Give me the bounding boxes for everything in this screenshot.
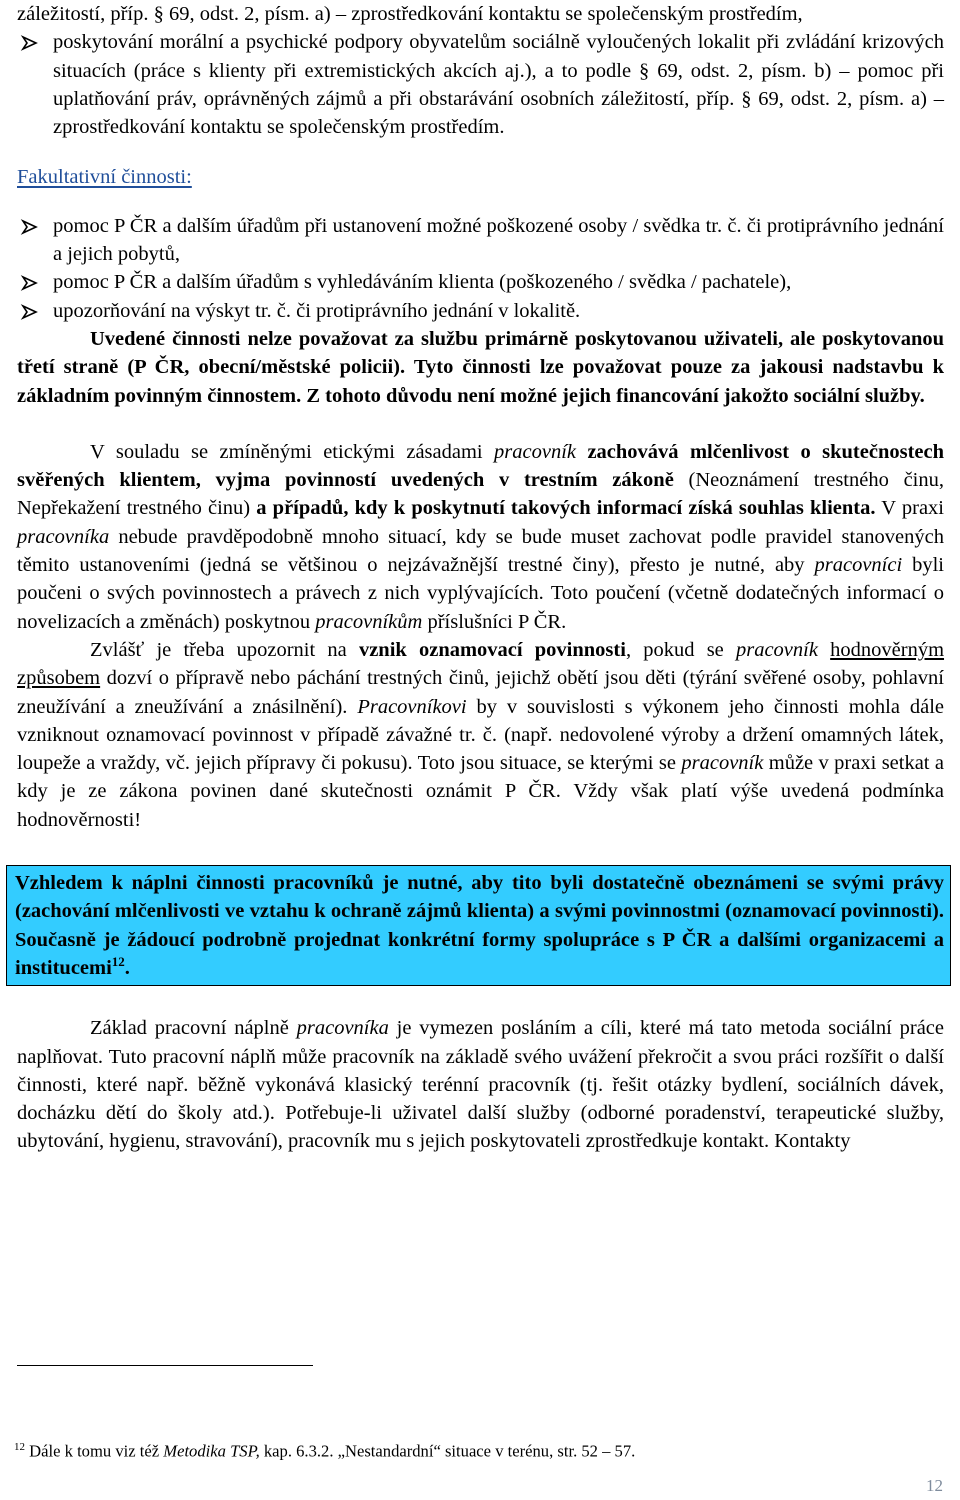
bullet-text: upozorňování na výskyt tr. č. či protiprávního jednání v lokalitě. xyxy=(53,299,581,322)
bold-note-paragraph: Uvedené činnosti nelze považovat za službu primárně poskytovanou uživateli, ale poskytovanou třetí straně (P ČR, obecní/městské policii). Tyto činnosti lze považovat pouze za jakousi nadstavbu k základním povinným činnostem. Z tohoto důvodu není možné jejich financování jakožto sociální služby. xyxy=(17,327,944,407)
basis-paragraph: Základ pracovní náplně pracovníka je vymezen posláním a cíli, které má tato metoda sociální práce naplňovat. Tuto pracovní náplň může pracovník na základě svého uvážení překročit a svou práci rozšířit o další činnosti, které např. běžně vykonává klasický terénní pracovník (tj. řešit otázky bydlení, sociálních dávek, docházku dětí do školy atd.). Potřebuje-li uživatel další služby (odborné poradenství, terapeutické služby, ubytování, hygienu, stravování), pracovník mu s jejich poskytovateli zprostředkuje kontakt. Kontakty xyxy=(17,1017,945,1153)
bullet-text: pomoc P ČR a dalším úřadům při ustanovení možné poškozené osoby / svědka tr. č. či protiprávního jednání a jejich pobytů, xyxy=(53,214,944,266)
continuation-line: záležitostí, příp. § 69, odst. 2, písm. a) – zprostředkování kontaktu se společenským prostředím, xyxy=(17,3,803,25)
bullet-notify-crime xyxy=(17,297,944,325)
footnote-reference[interactable]: 12 xyxy=(111,954,125,970)
confidentiality-paragraph: V souladu se zmíněnými etickými zásadami pracovník zachovává mlčenlivost o skutečnostech svěřených klientem, vyjma povinností uvedených v trestním zákoně (Neoznámení trestného činu, Nepřekažení trestného činu) a případů, kdy k poskytnutí takových informací získá souhlas klienta. V praxi pracovníka nebude pravděpodobně mnoho situací, kdy se bude muset zachovat podle pravidel stanovených těmito ustanoveními (jedná se většinou o nejzávažnější trestné činy), přesto je nutné, aby pracovníci byli poučeni o svých povinnostech a právech z nich vyplývajících. Toto poučení (včetně dodatečných informací o novelizacích a změnách) poskytnou pracovníkům příslušníci P ČR. xyxy=(17,440,944,633)
bullet-text: poskytování morální a psychické podpory obyvatelům sociálně vyloučených lokalit při zvládání krizových situacích (práce s klienty při extremistických akcích aj.), a to podle § 69, odst. 2, písm. b) – pomoc při uplatňování práv, oprávněných zájmů a při obstarávání osobních záležitostí, příp. § 69, odst. 2, písm. a) – zprostředkování kontaktu se společenským prostředím. xyxy=(53,31,944,139)
bullet-text: pomoc P ČR a dalším úřadům s vyhledáváním klienta (poškozeného / svědka / pachatele), xyxy=(53,271,792,294)
footnote-separator xyxy=(17,1365,313,1366)
bullet-police-witness xyxy=(17,212,944,269)
document-page xyxy=(17,0,944,1156)
bullet-psychological-support xyxy=(17,28,944,141)
highlight-callout-box: Vzhledem k náplni činnosti pracovníků je nutné, aby tito byli dostatečně obeznámeni se svými právy (zachování mlčenlivosti ve vztahu k ochraně zájmů klienta) a svými povinnostmi (oznamovací povinnosti). Současně je žádoucí podrobně projednat konkrétní formy spolupráce s P ČR a dalšími organizacemi a institucemi$^{12}$. xyxy=(6,865,951,986)
reporting-paragraph: Zvlášť je třeba upozornit na vznik oznamovací povinnosti, pokud se pracovník hodnověrným způsobem dozví o přípravě nebo páchání trestných činů, jejichž obětí jsou děti (týrání svěřené osoby, pohlavní zneužívání a zneužívání a znásilnění). Pracovníkovi by v souvislosti s výkonem jeho činnosti mohla dále vzniknout oznamovací povinnost v případě závažné tr. č. (např. nedovolené výroby a držení omamných látek, loupeže a vraždy, vč. jejich přípravy či pokusu). Toto jsou situace, se kterými se pracovník může v praxi setkat a kdy je ze zákona povinen dané skutečnosti oznámit P ČR. Vždy však platí výše uvedená podmínka hodnověrnosti! xyxy=(17,638,945,831)
bullet-police-search xyxy=(17,268,944,296)
footnote: $^{12}$ Dále k tomu viz též Metodika TSP, kap. 6.3.2. „Nestandardní“ situace v terénu, str. 52 – 57. xyxy=(14,1441,636,1461)
section-heading-optional: Fakultativní činnosti: xyxy=(17,166,192,189)
arrow-bullet-icon xyxy=(20,212,42,240)
arrow-bullet-icon xyxy=(20,28,42,56)
arrow-bullet-icon xyxy=(20,297,42,325)
arrow-bullet-icon xyxy=(20,268,42,296)
page-number: 12 xyxy=(926,1476,943,1495)
